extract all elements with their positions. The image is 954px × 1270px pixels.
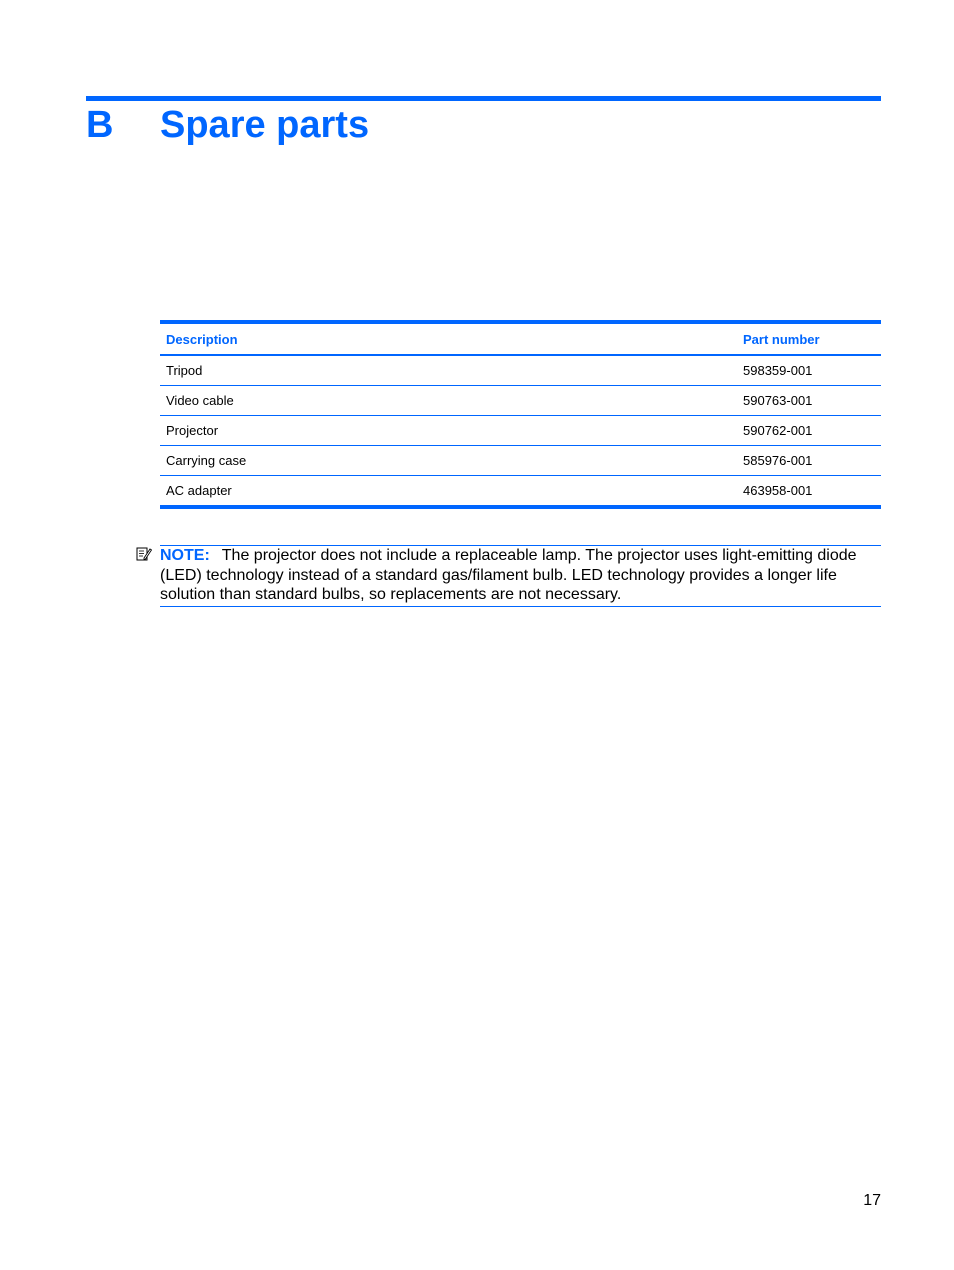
row-description: Tripod: [160, 355, 737, 386]
table-row: [160, 476, 881, 508]
table-row: [160, 446, 881, 476]
row-part-number: 463958-001: [743, 483, 813, 498]
table-row: [160, 386, 881, 416]
header-description: Description: [160, 322, 737, 355]
note-box: [160, 545, 881, 607]
row-description: Projector: [160, 416, 737, 446]
row-description: AC adapter: [166, 483, 232, 498]
row-part-number: 585976-001: [737, 446, 881, 476]
chapter-title: Spare parts: [160, 104, 370, 146]
note-pencil-icon: [136, 546, 152, 562]
page-number: 17: [863, 1192, 881, 1209]
chapter-rule: [86, 96, 881, 101]
spare-parts-table: [160, 320, 881, 509]
row-part-number: 590762-001: [737, 416, 881, 446]
table-header-row: [160, 322, 881, 355]
table-row: [160, 355, 881, 386]
note-text: The projector does not include a replaceable lamp. The projector uses light-emitting diode (LED) technology instead of a standard gas/filament bulb. LED technology provides a longer life solution than standard bulbs, so replacements are not necessary.: [160, 547, 857, 603]
chapter-letter: B: [86, 104, 114, 146]
row-description: Carrying case: [160, 446, 737, 476]
row-part-number: 590763-001: [737, 386, 881, 416]
note-label: NOTE:: [160, 547, 210, 564]
row-part-number: 598359-001: [737, 355, 881, 386]
row-description: Video cable: [160, 386, 737, 416]
header-part-number: Part number: [737, 322, 881, 355]
table-row: [160, 416, 881, 446]
